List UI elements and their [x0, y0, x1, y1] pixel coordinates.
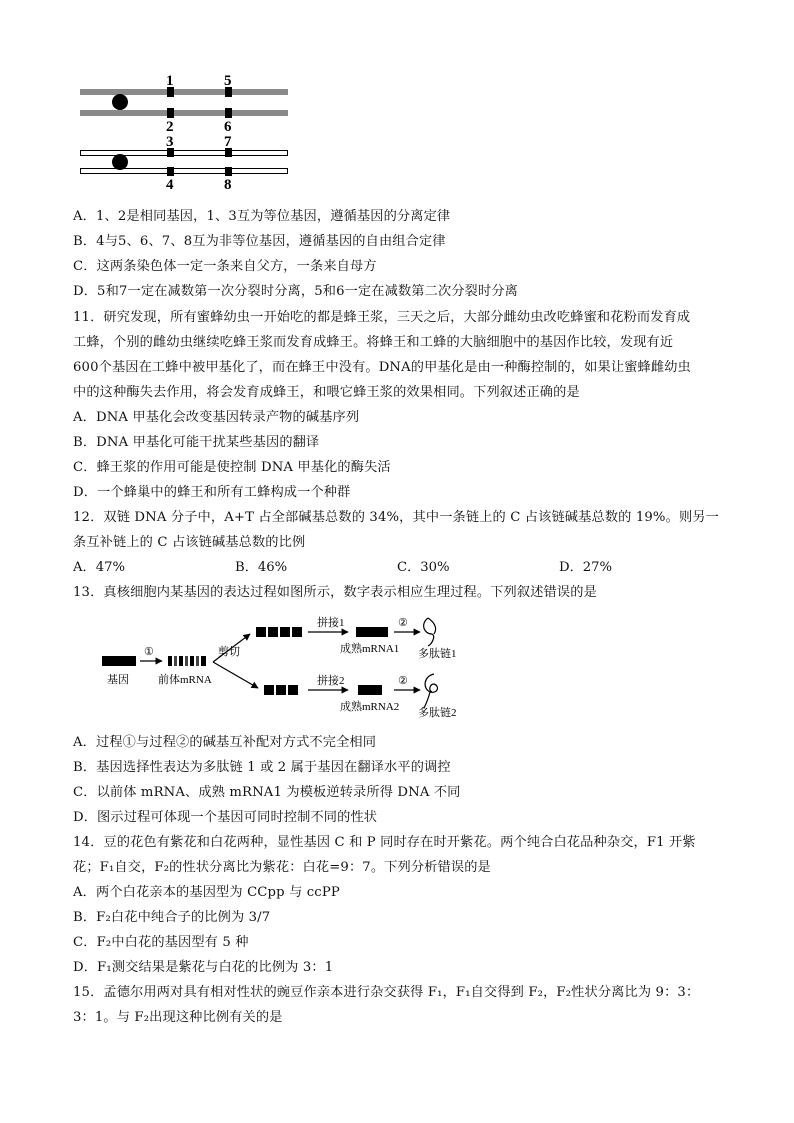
exons-top: [256, 627, 302, 637]
gene-expression-figure: [98, 612, 478, 720]
q14-option-a[interactable]: A．两个白花亲本的基因型为 CCpp 与 ccPP: [73, 885, 340, 900]
pre-mrna-label: 前体mRNA: [158, 674, 212, 686]
gene-label-4: 4: [166, 177, 174, 192]
peptide-1-label: 多肽链1: [418, 648, 457, 660]
q12-stem-line1: 12．双链 DNA 分子中，A+T 占全部碱基总数的 34%，其中一条链上的 C 占该链碱基总数的 19%。则另一: [73, 510, 719, 525]
exons-bottom: [264, 685, 298, 695]
q11-option-d[interactable]: D．一个蜂巢中的蜂王和所有工蜂构成一个种群: [73, 485, 351, 500]
gene-label-6: 6: [224, 119, 232, 135]
q12-option-c[interactable]: C．30%: [397, 560, 450, 575]
q11-stem-line4: 中的这种酶失去作用，将会发育成蜂王，和喂它蜂王浆的效果相同。下列叙述正确的是: [73, 385, 580, 400]
gene-label-8: 8: [224, 177, 232, 192]
q14-stem-line2: 花；F₁自交，F₂的性状分离比为紫花：白花=9：7。下列分析错误的是: [73, 860, 491, 875]
centromere-2: [112, 154, 128, 170]
q15-stem-line2: 3：1。与 F₂出现这种比例有关的是: [73, 1010, 283, 1025]
peptide-2-shape: [424, 674, 437, 708]
centromere-1: [112, 94, 128, 110]
q14-option-b[interactable]: B．F₂白花中纯合子的比例为 3/7: [73, 910, 271, 925]
gene-label-2: 2: [166, 119, 174, 135]
peptide-2-label: 多肽链2: [418, 707, 457, 719]
q11-option-b[interactable]: B．DNA 甲基化可能干扰某些基因的翻译: [73, 435, 320, 450]
q14-stem-line1: 14．豆的花色有紫花和白花两种，显性基因 C 和 P 同时存在时开紫花。两个纯合白花品种杂交，F1 开紫: [73, 835, 696, 850]
chromosome-figure: [78, 72, 292, 192]
chromosome-2-top: [81, 151, 288, 156]
q12-option-d[interactable]: D．27%: [559, 560, 613, 575]
q11-stem-line1: 11．研究发现，所有蜜蜂幼虫一开始吃的都是蜂王浆，三天之后，大部分雌幼虫改吃蜂蜜和花粉而发育成: [73, 310, 691, 325]
q10-option-c[interactable]: C．这两条染色体一定一条来自父方，一条来自母方: [73, 259, 377, 274]
mature-mrna-2-label: 成熟mRNA2: [340, 701, 400, 713]
q12-option-a[interactable]: A．47%: [73, 560, 126, 575]
chromosome-1-bottom: [80, 110, 288, 116]
gene-label-3: 3: [166, 134, 174, 150]
q14-option-d[interactable]: D．F₁测交结果是紫花与白花的比例为 3：1: [73, 960, 334, 975]
q13-option-a[interactable]: A．过程①与过程②的碱基互补配对方式不完全相同: [73, 735, 377, 750]
q13-option-b[interactable]: B．基因选择性表达为多肽链 1 或 2 属于基因在翻译水平的调控: [73, 760, 451, 775]
q15-stem-line1: 15．孟德尔用两对具有相对性状的豌豆作亲本进行杂交获得 F₁，F₁自交得到 F₂，F₂性状分离比为 9：3：: [73, 985, 700, 1000]
chromosome-2-bottom: [81, 169, 288, 174]
chromosome-1-top: [80, 89, 288, 95]
peptide-1-shape: [424, 618, 436, 646]
q10-option-b[interactable]: B．4与5、6、7、8互为非等位基因，遵循基因的自由组合定律: [73, 234, 446, 249]
q13-option-c[interactable]: C．以前体 mRNA、成熟 mRNA1 为模板逆转录所得 DNA 不同: [73, 785, 461, 800]
gene-label-7: 7: [224, 134, 232, 150]
gene-label-5: 5: [224, 73, 232, 89]
step-1-label: ①: [144, 646, 154, 658]
pre-mrna-bar: [168, 656, 208, 666]
gene-bar: [102, 656, 136, 666]
q11-option-a[interactable]: A．DNA 甲基化会改变基因转录产物的碱基序列: [73, 410, 360, 425]
q11-option-c[interactable]: C．蜂王浆的作用可能是使控制 DNA 甲基化的酶失活: [73, 460, 391, 475]
mature-mrna-1-bar: [356, 627, 388, 637]
q13-stem: 13．真核细胞内某基因的表达过程如图所示，数字表示相应生理过程。下列叙述错误的是: [73, 585, 597, 600]
splice-2-label: 拼接2: [317, 675, 345, 687]
q12-option-b[interactable]: B．46%: [235, 560, 288, 575]
q12-stem-line2: 条互补链上的 C 占该链碱基总数的比例: [73, 535, 306, 550]
step-2-label-bottom: ②: [398, 675, 408, 687]
splice-1-label: 拼接1: [317, 617, 345, 629]
step-2-label-top: ②: [398, 617, 408, 629]
q10-option-a[interactable]: A．1、2是相同基因，1、3互为等位基因，遵循基因的分离定律: [73, 209, 451, 224]
mature-mrna-2-bar: [358, 685, 382, 695]
q14-option-c[interactable]: C．F₂中白花的基因型有 5 种: [73, 935, 249, 950]
q11-stem-line2: 工蜂，个别的雌幼虫继续吃蜂王浆而发育成蜂王。将蜂王和工蜂的大脑细胞中的基因作比较，发现有近: [73, 335, 674, 350]
q11-stem-line3: 600个基因在工蜂中被甲基化了，而在蜂王中没有。DNA的甲基化是由一种酶控制的，如果让蜜蜂雌幼虫: [73, 360, 691, 375]
gene-label: 基因: [107, 674, 129, 686]
cut-label: 剪切: [218, 646, 240, 658]
q13-option-d[interactable]: D．图示过程可体现一个基因可同时控制不同的性状: [73, 810, 378, 825]
mature-mrna-1-label: 成熟mRNA1: [340, 643, 400, 655]
q10-option-d[interactable]: D．5和7一定在减数第一次分裂时分离，5和6一定在减数第二次分裂时分离: [73, 284, 519, 299]
gene-label-1: 1: [166, 73, 174, 89]
